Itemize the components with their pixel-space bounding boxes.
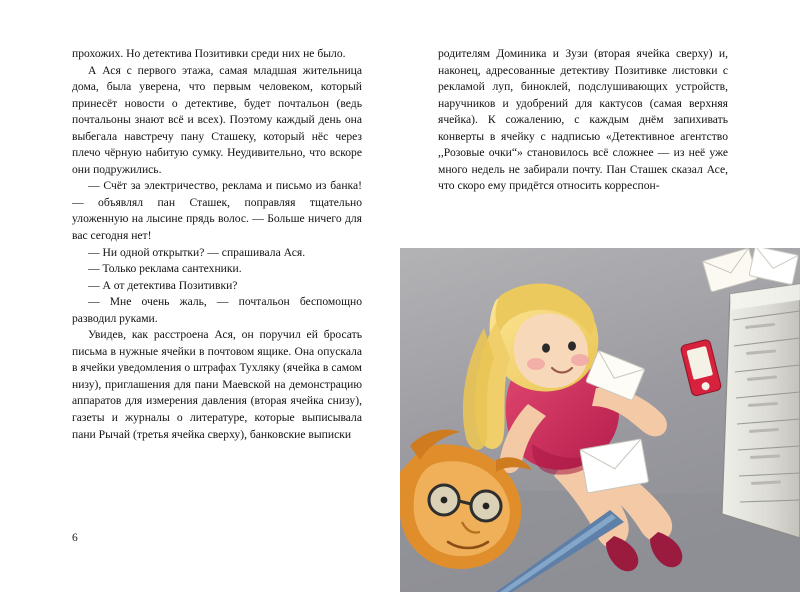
paragraph: прохожих. Но детектива Позитивки среди них не было. <box>72 47 346 60</box>
paragraph: — Ни одной открытки? — спрашивала Ася. <box>88 245 306 259</box>
page-number: 6 <box>72 532 78 544</box>
left-page-text <box>72 46 362 443</box>
paragraph: — Счёт за электричество, реклама и письмо из банка! — объявлял пан Сташек, поправляя тщательно уложенную на лысине прядь волос. — Больше ничего для вас сегодня нет! <box>72 179 362 243</box>
paragraph: — Только реклама сантехники. <box>88 262 242 276</box>
right-page-text <box>438 46 728 195</box>
paragraph: — А от детектива Позитивки? <box>88 278 238 292</box>
paragraph: — Мне очень жаль, — почтальон беспомощно разводил руками. <box>72 295 362 325</box>
paragraph: Увидев, как расстроена Ася, он поручил ей бросать письма в нужные ячейки в почтовом ящике. Она опускала в ячейки уведомления о штрафах Тухляку (ячейка в самом низу), приглашения для пани Маевской на демонстрацию аппаратов для измерения давления (вторая ячейка снизу), газеты и журналы о литературе, которые выписывала пани Рычай (третья ячейка сверху), банковские выписки <box>72 328 362 441</box>
paragraph: родителям Доминика и Зузи (вторая ячейка сверху) и, наконец, адресованные детективу Позитивке листовки с рекламой луп, биноклей, подслушивающих устройств, наручников и удобрений для кактусов (самая верхняя ячейка). К сожалению, с каждым днём запихивать конверты в ячейку с надписью «Детективное агентство ,,Розовые очки“» становилось всё сложнее — из неё уже много недель не забирали почту. Пан Сташек сказал Асе, что скоро ему придётся относить корреспон- <box>438 47 728 193</box>
illustration <box>400 248 800 592</box>
mailbox-bank <box>722 284 800 538</box>
paragraph: А Ася с первого этажа, самая младшая жительница дома, была уверена, что первым человеком, который принесёт новости о детективе, будет почтальон (ведь почтальоны знают всё и всех). Поэтому каждый день она выбегала навстречу пану Сташеку, который нёс через плечо чёрную набитую сумку. Неудивительно, что вскоре они подружились. <box>72 63 362 176</box>
